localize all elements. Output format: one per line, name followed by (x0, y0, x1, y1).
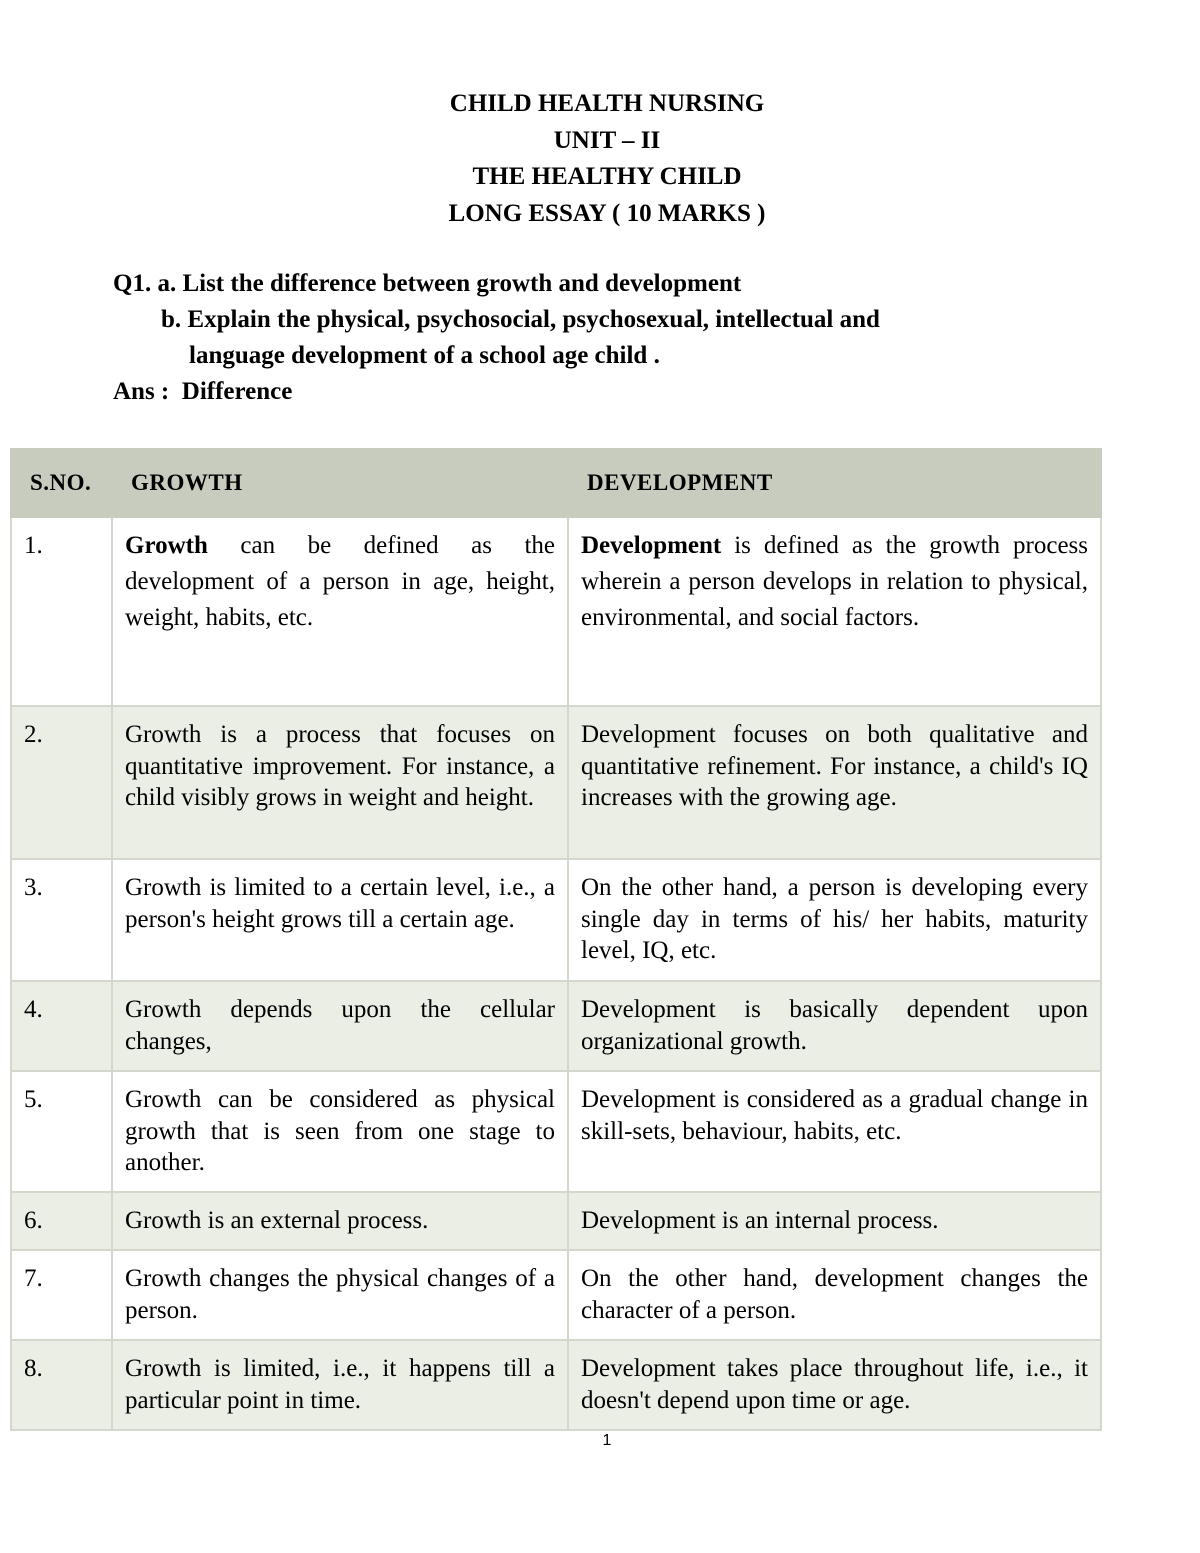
course-title: CHILD HEALTH NURSING (449, 90, 765, 117)
table-row (11, 859, 1101, 981)
row-growth: Growth is an external process. (112, 1192, 568, 1250)
header-development: DEVELOPMENT (568, 449, 1101, 517)
row-development: On the other hand, a person is developing every single day in terms of his/ her habits, maturity level, IQ, etc. (568, 859, 1101, 981)
row-development: Development is considered as a gradual change in skill-sets, behaviour, habits, etc. (568, 1071, 1101, 1192)
table-row (11, 1250, 1101, 1340)
table-row (11, 1071, 1101, 1192)
row-development: Development is an internal process. (568, 1192, 1101, 1250)
growth-text: can be defined as the development of a person in age, height, weight, habits, etc. (125, 532, 555, 631)
row-sno: 5. (11, 1071, 112, 1192)
question-part-a: Q1. a. List the difference between growth and development (113, 270, 742, 297)
page-number: 1 (602, 1432, 612, 1449)
development-text: is defined as the growth process wherein a person develops in relation to physical, environmental, and social factors. (581, 532, 1088, 631)
header-sno: S.NO. (11, 449, 112, 517)
table-row (11, 1340, 1101, 1430)
question-part-b-continued: language development of a school age child . (189, 342, 660, 369)
question-part-b: b. Explain the physical, psychosocial, psychosexual, intellectual and (161, 306, 880, 333)
table-row (11, 517, 1101, 706)
row-growth: Growth is limited, i.e., it happens till a particular point in time. (112, 1340, 568, 1430)
section-title: LONG ESSAY ( 10 MARKS ) (448, 200, 766, 228)
row-sno: 7. (11, 1250, 112, 1340)
table-header-row (11, 449, 1101, 517)
row-sno: 4. (11, 981, 112, 1071)
row-growth: Growth can be considered as physical growth that is seen from one stage to another. (112, 1071, 568, 1192)
row-sno: 8. (11, 1340, 112, 1430)
unit-title: UNIT – II (553, 126, 661, 154)
growth-vs-development-table (10, 448, 1102, 1431)
development-term: Development (581, 532, 722, 559)
row-growth: Growth is a process that focuses on quantitative improvement. For instance, a child visibly grows in weight and height. (112, 706, 568, 859)
row-sno: 3. (11, 859, 112, 981)
table-row (11, 981, 1101, 1071)
growth-term: Growth (125, 532, 208, 559)
table-row (11, 1192, 1101, 1250)
table-row (11, 706, 1101, 859)
row-growth: Growth is limited to a certain level, i.e., a person's height grows till a certain age. (112, 859, 568, 981)
row-development: Development focuses on both qualitative and quantitative refinement. For instance, a child's IQ increases with the growing age. (568, 706, 1101, 859)
document-title-block (0, 86, 1200, 233)
row-growth: Growth depends upon the cellular changes, (112, 981, 568, 1071)
row-development: Development takes place throughout life, i.e., it doesn't depend upon time or age. (568, 1340, 1101, 1430)
row-sno: 6. (11, 1192, 112, 1250)
row-development (568, 517, 1101, 706)
row-growth: Growth changes the physical changes of a person. (112, 1250, 568, 1340)
answer-heading: Ans : Difference (113, 378, 293, 405)
row-growth (112, 517, 568, 706)
header-growth: GROWTH (112, 449, 568, 517)
row-development: On the other hand, development changes the character of a person. (568, 1250, 1101, 1340)
topic-title: THE HEALTHY CHILD (472, 163, 742, 191)
row-sno: 1. (11, 517, 112, 706)
row-development: Development is basically dependent upon organizational growth. (568, 981, 1101, 1071)
row-sno: 2. (11, 706, 112, 859)
